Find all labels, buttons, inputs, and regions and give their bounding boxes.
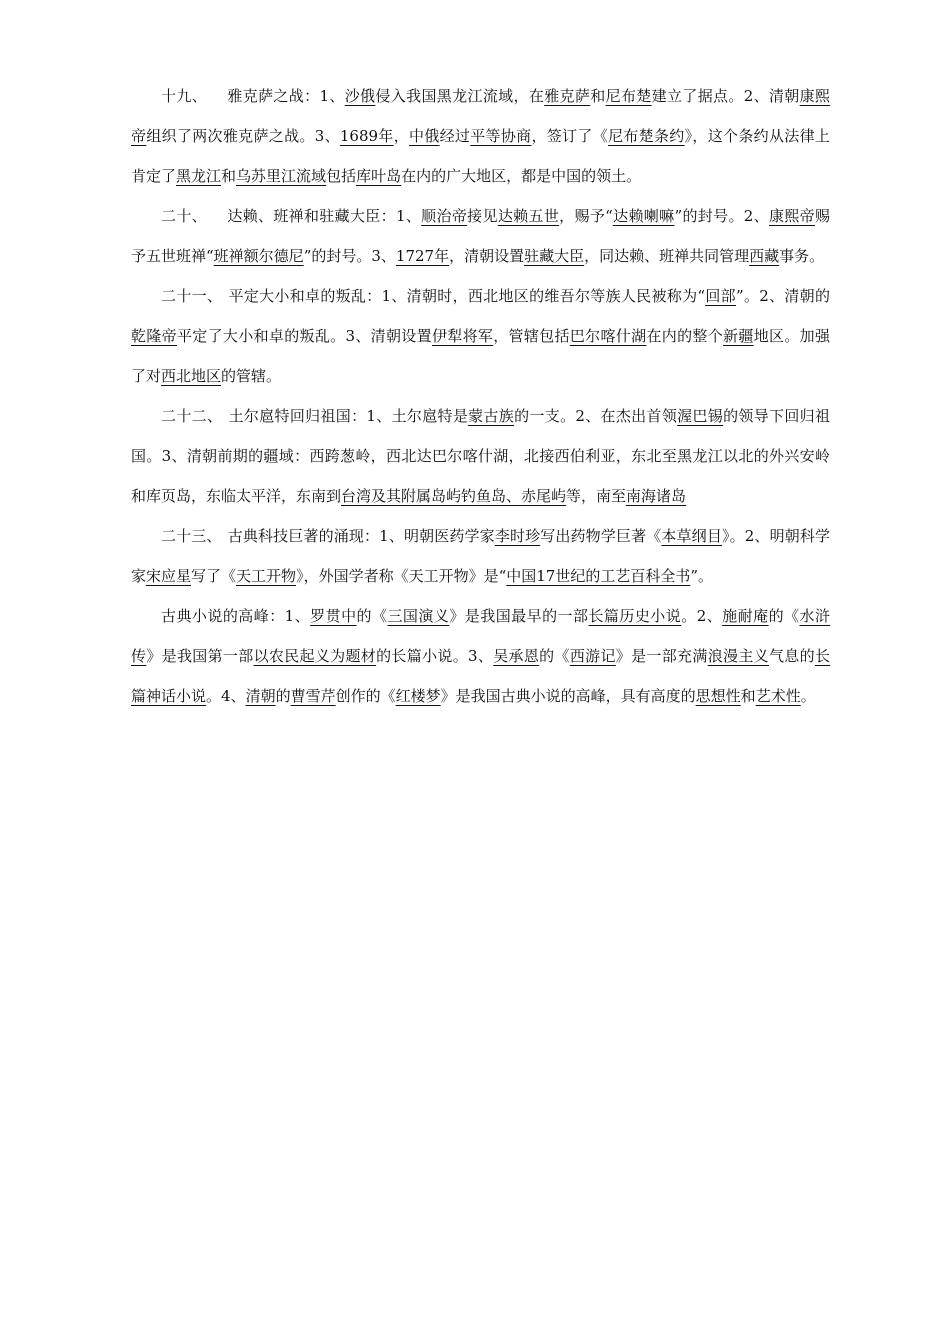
underlined-term: 台湾及其附属岛屿钓鱼岛、赤尾屿 xyxy=(341,487,567,505)
underlined-term: 红楼梦 xyxy=(395,687,441,705)
text-run: 和 xyxy=(590,87,606,105)
underlined-term: 以农民起义为题材 xyxy=(253,647,377,665)
underlined-term: 施耐庵 xyxy=(722,607,769,625)
text-run: 》是我国第一部 xyxy=(146,647,254,665)
underlined-term: 乾隆帝 xyxy=(131,327,177,345)
text-run: 事务。 xyxy=(779,247,825,265)
underlined-term: 1689年 xyxy=(339,127,394,145)
text-run: ，清朝设置 xyxy=(449,247,525,265)
underlined-term: 康熙帝 xyxy=(768,207,815,225)
text-run: 》是我国最早的一部 xyxy=(449,607,589,625)
text-run: 创作的《 xyxy=(335,687,396,705)
text-run: 》。2、明朝科学家 xyxy=(131,527,831,585)
underlined-term: 中国17世纪的工艺百科全书 xyxy=(506,567,691,585)
text-run: 雅克萨之战：1、 xyxy=(227,87,345,105)
underlined-term: 长篇神话小说 xyxy=(131,647,830,705)
underlined-term: 黑龙江 xyxy=(176,167,222,185)
section-heading: 二十、 xyxy=(161,207,207,225)
text-run: ”的封号。3、 xyxy=(303,247,396,265)
text-run: 平定了大小和卓的叛乱。3、清朝设置 xyxy=(176,327,432,345)
text-run: 。4、 xyxy=(206,687,246,705)
section-heading: 二十一、 xyxy=(161,287,223,305)
underlined-term: 艺术性 xyxy=(755,687,801,705)
text-run: 的《 xyxy=(539,647,570,665)
underlined-term: 尼布楚条约 xyxy=(608,127,685,145)
text-run: 在内的广大地区，都是中国的领土。 xyxy=(401,167,642,185)
underlined-term: 巴尔喀什湖 xyxy=(569,327,647,345)
text-run: ，管辖包括 xyxy=(493,327,570,345)
underlined-term: 曹雪芹 xyxy=(290,687,336,705)
text-run: 写出药物学巨著《 xyxy=(540,527,662,545)
paragraph-section-23 xyxy=(131,516,830,596)
paragraph-novels xyxy=(131,596,830,716)
underlined-term: 吴承恩 xyxy=(493,647,540,665)
underlined-term: 中俄 xyxy=(409,127,440,145)
underlined-term: 李时珍 xyxy=(494,527,541,545)
underlined-term: 达赖喇嘛 xyxy=(612,207,675,225)
text-run: 》，外国学者称《天工开物》是“ xyxy=(296,567,507,585)
text-run: 的 xyxy=(275,687,291,705)
underlined-term: 康熙帝 xyxy=(131,87,831,145)
text-run: 的管辖。 xyxy=(221,367,282,385)
text-run: 侵入我国黑龙江流域，在 xyxy=(375,87,545,105)
text-run: ，赐予“ xyxy=(559,207,613,225)
underlined-term: 班禅额尔德尼 xyxy=(213,247,304,265)
text-run: 等，南至 xyxy=(566,487,627,505)
underlined-term: 天工开物 xyxy=(236,567,297,585)
text-run: 和 xyxy=(221,167,237,185)
text-run: 古典科技巨著的涌现：1、明朝医药学家 xyxy=(227,527,495,545)
section-heading: 十九、 xyxy=(161,87,208,105)
text-run: 的《 xyxy=(356,607,388,625)
underlined-term: 达赖五世 xyxy=(497,207,560,225)
underlined-term: 思想性 xyxy=(695,687,741,705)
underlined-term: 库叶岛 xyxy=(356,167,402,185)
underlined-term: 水浒传 xyxy=(131,607,830,665)
underlined-term: 西北地区 xyxy=(161,367,222,385)
text-run: ，签订了《 xyxy=(531,127,609,145)
underlined-term: 本草纲目 xyxy=(661,527,722,545)
underlined-term: 新疆 xyxy=(723,327,754,345)
underlined-term: 1727年 xyxy=(395,247,450,265)
text-run: 土尔扈特回归祖国：1、土尔扈特是 xyxy=(228,407,469,425)
paragraph-section-19 xyxy=(131,76,830,196)
text-run: 在内的整个 xyxy=(646,327,724,345)
text-run: 地区。加强了对 xyxy=(131,327,830,385)
underlined-term: 罗贯中 xyxy=(310,607,357,625)
text-run: ， xyxy=(393,127,409,145)
text-run: 平定大小和卓的叛乱：1、清朝时，西北地区的维吾尔等族人民被称为“ xyxy=(228,287,706,305)
text-run: ”。2、清朝的 xyxy=(735,287,830,305)
text-run: 古典小说的高峰：1、 xyxy=(161,607,311,625)
underlined-term: 驻藏大臣 xyxy=(524,247,585,265)
text-run: 经过 xyxy=(439,127,471,145)
underlined-term: 平等协商 xyxy=(470,127,532,145)
text-run: 写了《 xyxy=(191,567,237,585)
text-run: 》，这个条约从法律上肯定了 xyxy=(131,127,830,185)
underlined-term: 蒙古族 xyxy=(468,407,515,425)
underlined-term: 清朝 xyxy=(245,687,276,705)
text-run: 。 xyxy=(800,687,816,705)
underlined-term: 雅克萨 xyxy=(544,87,591,105)
section-heading: 二十三、 xyxy=(161,527,222,545)
underlined-term: 长篇历史小说 xyxy=(588,607,682,625)
underlined-term: 渥巴锡 xyxy=(677,407,724,425)
text-run: ，同达赖、班禅共同管理 xyxy=(584,247,750,265)
text-run: 接见 xyxy=(467,207,498,225)
underlined-term: 顺治帝 xyxy=(421,207,468,225)
underlined-term: 三国演义 xyxy=(387,607,450,625)
text-run: 包括 xyxy=(326,167,357,185)
text-run: 。2、 xyxy=(681,607,723,625)
text-run: 的《 xyxy=(768,607,800,625)
text-run: 》是一部充满 xyxy=(615,647,708,665)
text-run: 气息的 xyxy=(768,647,815,665)
underlined-term: 尼布楚 xyxy=(605,87,652,105)
underlined-term: 南海诸岛 xyxy=(626,487,687,505)
text-run: 组织了两次雅克萨之战。3、 xyxy=(146,127,340,145)
underlined-term: 西藏 xyxy=(749,247,780,265)
text-run: 建立了据点。2、清朝 xyxy=(651,87,800,105)
underlined-term: 乌苏里江流域 xyxy=(236,167,327,185)
paragraph-section-21 xyxy=(131,276,830,396)
underlined-term: 宋应星 xyxy=(146,567,192,585)
paragraph-section-20 xyxy=(131,196,830,276)
text-run: 赐予五世班禅“ xyxy=(131,207,830,265)
text-run: 的领导下回归祖国。3、清朝前期的疆域：西跨葱岭，西北达巴尔喀什湖，北接西伯利亚，东北至黑龙江以北的外兴安岭和库页岛，东临太平洋，东南到 xyxy=(131,407,830,505)
paragraph-section-22 xyxy=(131,396,830,516)
text-run: 和 xyxy=(740,687,756,705)
text-run: 的一支。2、在杰出首领 xyxy=(514,407,678,425)
text-run: 达赖、班禅和驻藏大臣：1、 xyxy=(227,207,422,225)
text-run: ”的封号。2、 xyxy=(674,207,769,225)
section-heading: 二十二、 xyxy=(161,407,223,425)
underlined-term: 回部 xyxy=(705,287,736,305)
underlined-term: 西游记 xyxy=(569,647,616,665)
underlined-term: 伊犁将军 xyxy=(431,327,494,345)
text-run: 的长篇小说。3、 xyxy=(376,647,494,665)
text-run: 》是我国古典小说的高峰，具有高度的 xyxy=(440,687,696,705)
underlined-term: 浪漫主义 xyxy=(707,647,769,665)
underlined-term: 沙俄 xyxy=(344,87,376,105)
text-run: ”。 xyxy=(690,567,713,585)
